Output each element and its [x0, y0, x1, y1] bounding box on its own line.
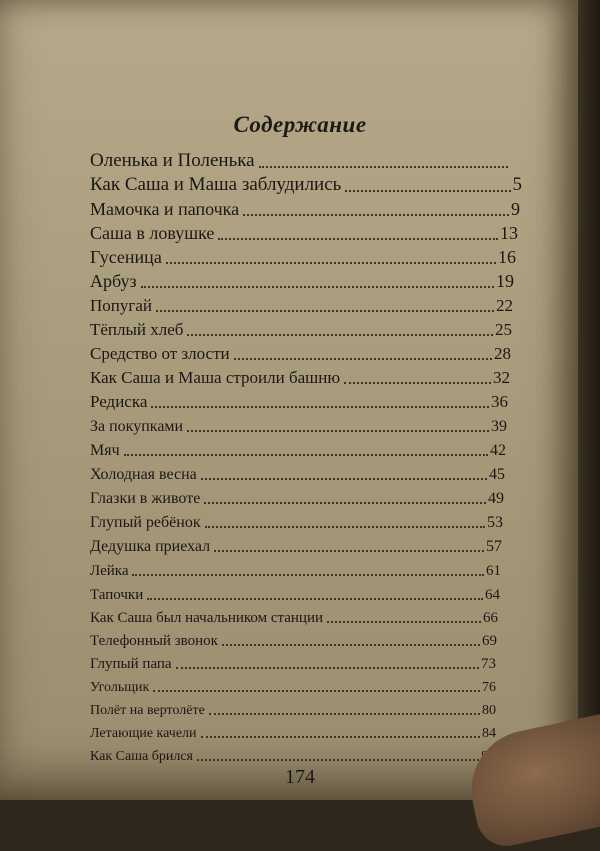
dot-leader — [141, 285, 494, 288]
toc-entry — [90, 558, 501, 580]
toc-entry-page: 22 — [496, 296, 513, 315]
toc-entry-title: Угольщик — [90, 680, 150, 695]
toc-entry-page: 28 — [494, 344, 511, 363]
toc-entry — [90, 510, 503, 532]
toc-entry — [90, 222, 518, 244]
toc-entry — [90, 198, 520, 220]
toc-entry — [90, 174, 522, 196]
toc-entry-page: 36 — [491, 392, 508, 411]
toc-entry — [90, 628, 497, 650]
toc-entry-page: 76 — [482, 680, 496, 695]
toc-entry-page: 69 — [482, 633, 497, 649]
toc-entry — [90, 720, 496, 742]
toc-entry-title: Тёплый хлеб — [90, 320, 184, 339]
toc-entry — [90, 674, 496, 696]
toc-entry-page: 53 — [487, 514, 503, 531]
toc-entry — [90, 605, 498, 627]
dot-leader — [147, 597, 483, 600]
toc-entry — [90, 318, 512, 340]
toc-entry-title: Редиска — [90, 392, 148, 411]
dot-leader — [166, 261, 496, 264]
dot-leader — [201, 735, 480, 738]
toc-entry-title: Саша в ловушке — [90, 223, 215, 243]
dot-leader — [132, 573, 484, 576]
toc-entry-page: 9 — [511, 199, 520, 219]
dot-leader — [234, 357, 492, 360]
toc-entry — [90, 366, 510, 388]
toc-entry-title: Мамочка и папочка — [90, 199, 240, 219]
toc-entry-page: 66 — [483, 610, 498, 626]
toc-entry-page: 57 — [486, 538, 502, 555]
toc-entry-title: Средство от злости — [90, 344, 230, 363]
dot-leader — [153, 689, 480, 692]
dot-leader — [214, 549, 484, 552]
toc-entry — [90, 438, 506, 460]
dot-leader — [197, 758, 479, 761]
dot-leader — [187, 333, 493, 336]
toc-entry-title: За покупками — [90, 418, 184, 435]
toc-entry-page: 32 — [493, 368, 510, 387]
toc-entry-title: Гусеница — [90, 247, 162, 267]
toc-entry-title: Глупый папа — [90, 656, 172, 672]
toc-entry-title: Холодная весна — [90, 466, 197, 483]
dot-leader — [124, 453, 488, 456]
toc-entry-title: Как Саша и Маша заблудились — [90, 174, 342, 195]
dot-leader — [344, 381, 491, 384]
toc-entry — [90, 294, 513, 316]
dot-leader — [204, 501, 486, 504]
toc-entry-page: 5 — [512, 174, 522, 195]
toc-entry-title: Полёт на вертолёте — [90, 703, 205, 718]
toc-entry-page: 73 — [481, 656, 496, 672]
toc-entry-title: Как Саша брился — [90, 749, 193, 764]
toc-entry-page: 80 — [482, 703, 496, 718]
toc-entry — [90, 462, 505, 484]
dot-leader — [205, 525, 485, 528]
toc-entry-page: 49 — [488, 490, 504, 507]
toc-entry-page: 19 — [496, 271, 514, 291]
toc-entry-title: Глазки в животе — [90, 490, 201, 507]
dot-leader — [259, 165, 508, 168]
toc-entry-page: 45 — [489, 466, 505, 483]
toc-entry-title: Телефонный звонок — [90, 633, 218, 649]
toc-entry-page: 64 — [485, 587, 500, 603]
toc-entry-page: 13 — [500, 223, 518, 243]
toc-entry-title: Дедушка приехал — [90, 538, 211, 555]
toc-entry-title: Тапочки — [90, 587, 144, 603]
toc-entry — [90, 651, 496, 673]
toc-entry-page: 42 — [490, 442, 506, 459]
dot-leader — [176, 666, 479, 669]
dot-leader — [345, 189, 510, 192]
toc-entry — [90, 743, 495, 765]
dot-leader — [243, 213, 509, 216]
dot-leader — [209, 712, 480, 715]
dot-leader — [187, 429, 489, 432]
toc-entry-title: Как Саша был начальником станции — [90, 610, 324, 626]
toc-entry-page: 61 — [486, 563, 501, 579]
dot-leader — [201, 477, 487, 480]
toc-entry-page: 84 — [482, 726, 496, 741]
toc-entry-page: 39 — [491, 418, 507, 435]
page-title: Содержание — [233, 112, 367, 137]
page-number: 174 — [285, 766, 315, 788]
toc-entry-title: Летающие качели — [90, 726, 197, 741]
toc-entry — [90, 270, 514, 292]
toc-entry-title: Арбуз — [90, 271, 137, 291]
toc-entry — [90, 342, 511, 364]
toc-entry — [90, 486, 504, 508]
toc-entry — [90, 414, 507, 436]
toc-entry — [90, 534, 502, 556]
toc-entry — [90, 390, 508, 412]
dot-leader — [218, 237, 498, 240]
toc-entry-title: Лейка — [90, 563, 129, 579]
toc-entry-title: Как Саша и Маша строили башню — [90, 368, 341, 387]
toc-entry — [90, 150, 510, 172]
toc-entry-title: Мяч — [90, 442, 120, 459]
toc-entry — [90, 582, 500, 604]
toc-entry — [90, 246, 516, 268]
toc-entry-title: Глупый ребёнок — [90, 514, 201, 531]
dot-leader — [222, 643, 480, 646]
toc-entry-title: Оленька и Поленька — [90, 150, 255, 171]
dot-leader — [156, 309, 494, 312]
dot-leader — [151, 405, 489, 408]
toc-entry-page: 25 — [495, 320, 512, 339]
toc-entry-title: Попугай — [90, 296, 152, 315]
toc-entry — [90, 697, 496, 719]
dot-leader — [327, 620, 481, 623]
toc-entry-page: 16 — [498, 247, 516, 267]
